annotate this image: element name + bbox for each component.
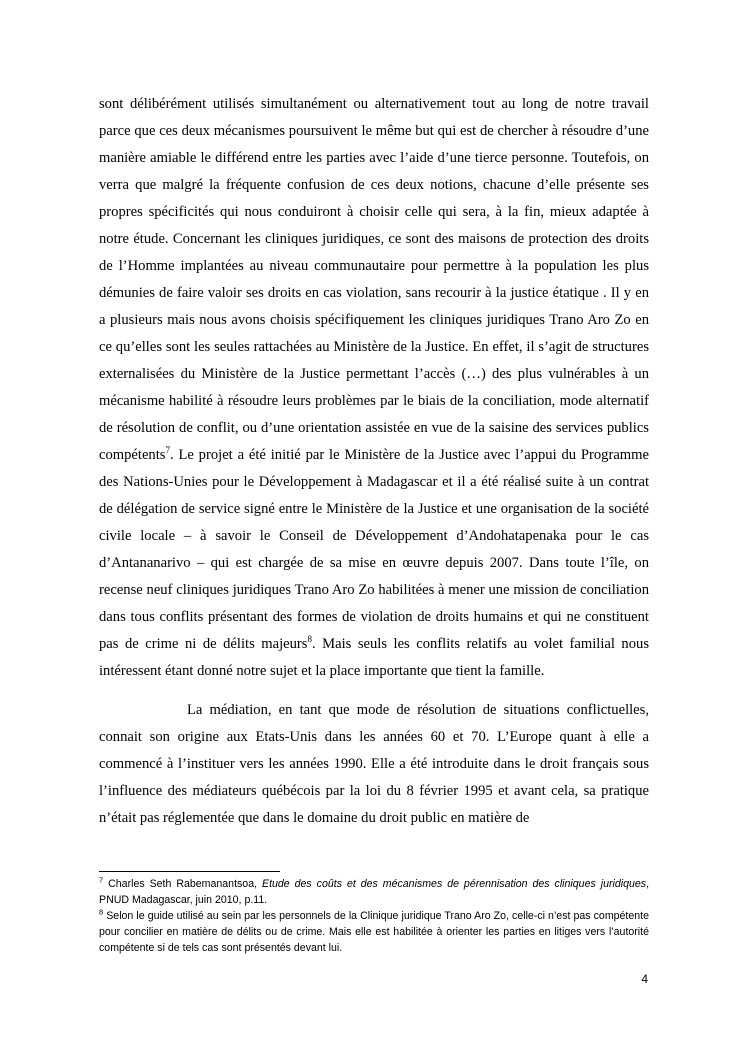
footnote-7: [99, 876, 649, 908]
paragraph-text: . Le projet a été initié par le Ministère de la Justice avec l’appui du Programme des Nations-Unies pour le Développement à Madagascar et il a été réalisé suite à un contrat de délégation de service signé entre le Ministère de la Justice et une organisation de la société civile locale – à savoir le Conseil de Développement d’Andohatapenaka pour le cas d’Antananarivo – qui est chargée de sa mise en œuvre depuis 2007. Dans toute l’île, on recense neuf cliniques juridiques Trano Aro Zo habilitées à mener une mission de conciliation dans tous conflits présentant des formes de violation de droits humains et qui ne constituent pas de crime ni de délits majeurs: [99, 447, 649, 652]
paragraph-text: sont délibérément utilisés simultanément ou alternativement tout au long de notre travail parce que ces deux mécanismes poursuivent le même but qui est de chercher à résoudre d’une manière amiable le différend entre les parties avec l’aide d’une tierce personne. Toutefois, on verra que malgré la fréquente confusion de ces deux notions, chacune d’elle présente ses propres spécificités qui nous conduiront à choisir celle qui sera, à la fin, mieux adaptée à notre étude. Concernant les cliniques juridiques, ce sont des maisons de protection des droits de l’Homme implantées au niveau communautaire pour permettre à la population les plus démunies de faire valoir ses droits en cas violation, sans recourir à la justice étatique . Il y en a plusieurs mais nous avons choisis spécifiquement les cliniques juridiques Trano Aro Zo en ce qu’elles sont les seules rattachées au Ministère de la Justice. En effet, il s’agit de structures externalisées du Ministère de la Justice permettant l’accès (…) des plus vulnérables à un mécanisme habilité à résoudre leurs problèmes par le biais de la conciliation, mode alternatif de résolution de conflit, ou d’une orientation assistée en vue de la saisine des services publics compétents: [99, 96, 649, 463]
footnote-text: Selon le guide utilisé au sein par les personnels de la Clinique juridique Trano Aro Zo, celle-ci n’est pas compétente pour concilier en matière de délits ou de crime. Mais elle est habilitée à orienter les parties en litiges vers l’autorité compétente si de tels cas sont présentés devant lui.: [99, 910, 649, 954]
paragraph-cliniques-juridiques: [99, 91, 649, 685]
footnote-author: Charles Seth Rabemanantsoa,: [108, 878, 262, 890]
paragraph-text: . Mais seuls les conflits relatifs au volet familial nous intéressent étant donné notre sujet et la place importante que tient la famille.: [99, 636, 650, 679]
footnote-title: Etude des coûts et des mécanismes de pérennisation des cliniques juridiques: [262, 878, 647, 890]
footnotes: [99, 876, 649, 956]
body-text: [99, 91, 649, 832]
footnote-number: 7: [99, 875, 104, 885]
footnote-ref-8[interactable]: 8: [307, 634, 312, 645]
footnote-separator: [99, 871, 280, 872]
footnote-number: 8: [99, 907, 104, 917]
footnote-details: , PNUD Madagascar, juin 2010, p.11.: [99, 878, 650, 906]
page-number: 4: [641, 972, 648, 986]
footnote-ref-7[interactable]: 7: [165, 445, 170, 456]
footnote-8: [99, 908, 649, 956]
paragraph-mediation: La médiation, en tant que mode de résolution de situations conflictuelles, connait son origine aux Etats-Unis dans les années 60 et 70. L’Europe quant à elle a commencé à l’instituer vers les années 1990. Elle a été introduite dans le droit français sous l’influence des médiateurs québécois par la loi du 8 février 1995 et avant cela, sa pratique n’était pas réglementée que dans le domaine du droit public en matière de: [99, 702, 649, 826]
